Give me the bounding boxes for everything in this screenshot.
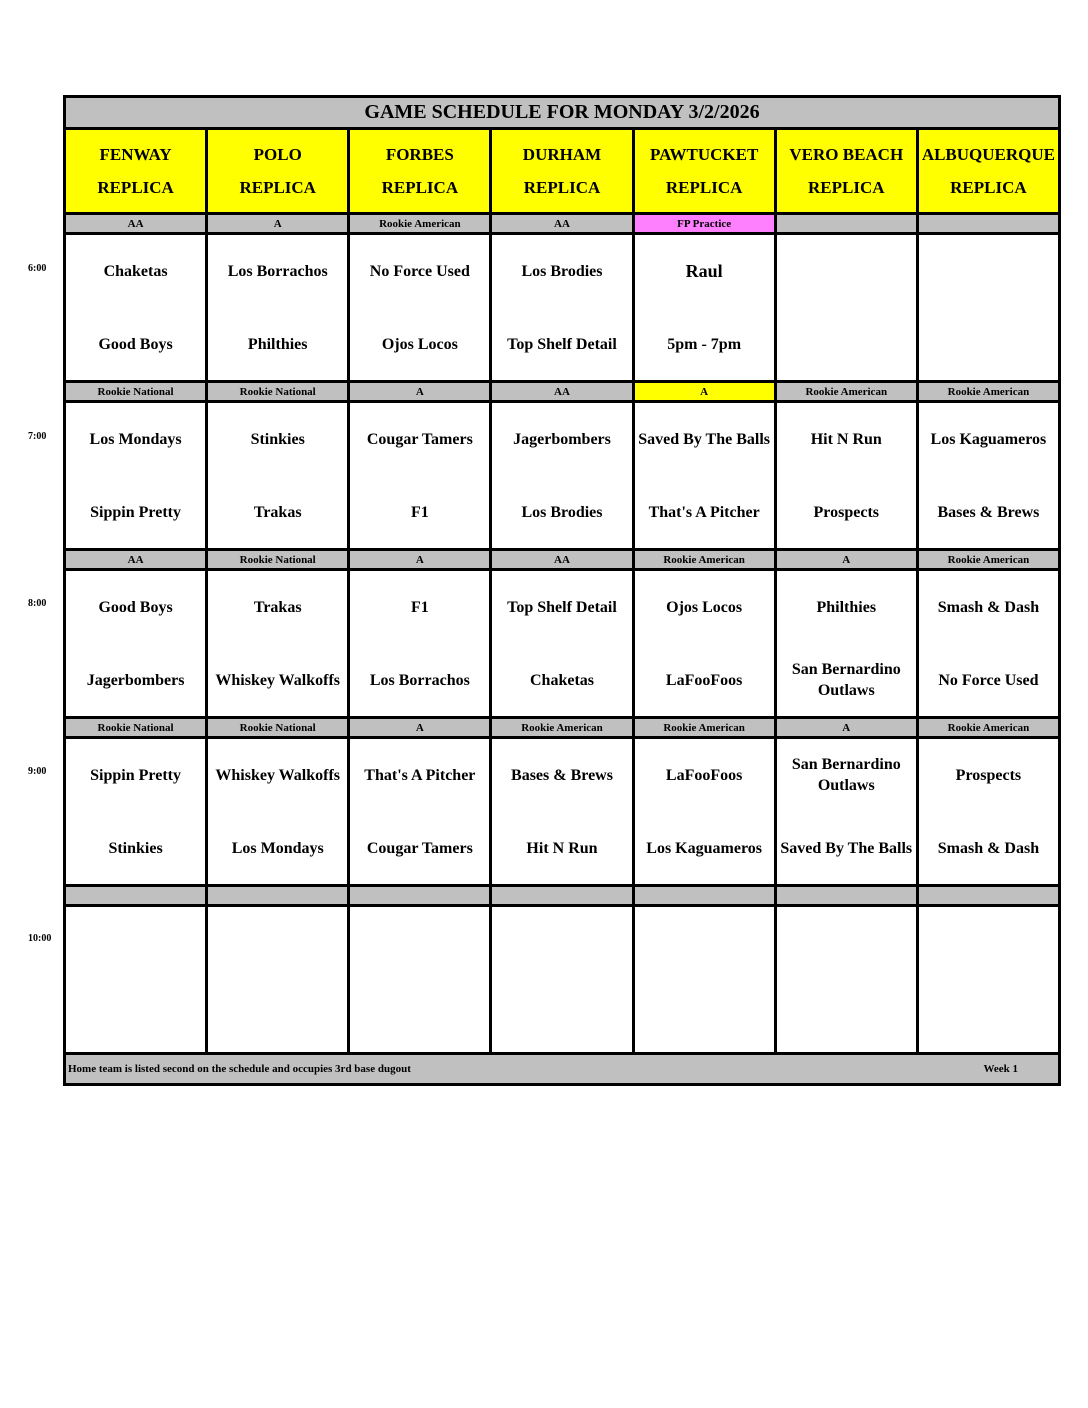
game-cell [350,235,489,380]
game-cell [777,403,916,548]
division-label: Rookie National [208,551,347,568]
game-cell [492,907,631,1052]
home-team: Los Borrachos [369,671,470,689]
home-team: Philthies [247,335,308,353]
field-header [492,130,631,212]
field-column [66,130,205,1052]
away-team: Los Kaguameros [930,430,1047,448]
away-team: That's A Pitcher [364,766,476,784]
game-cell [777,571,916,716]
game-cell [350,403,489,548]
field-header [635,130,774,212]
away-team: Los Brodies [521,262,603,280]
away-team: LaFooFoos [665,766,743,784]
home-team: LaFooFoos [665,671,743,689]
field-column [635,130,774,1052]
division-label: AA [66,551,205,568]
game-cell [208,907,347,1052]
game-cell [350,907,489,1052]
division-label: A [777,551,916,568]
field-subtitle: REPLICA [665,178,743,197]
game-cell [208,739,347,884]
home-team: Ojos Locos [381,335,458,353]
away-team [919,250,1058,292]
home-team: Bases & Brews [937,503,1040,521]
away-team: Cougar Tamers [366,430,473,448]
field-header [919,130,1058,212]
home-team: Whiskey Walkoffs [215,671,341,689]
away-team: Top Shelf Detail [507,598,617,616]
away-team: No Force Used [369,262,470,280]
away-team: Stinkies [250,430,305,448]
division-label: Rookie American [777,383,916,400]
division-label: Rookie American [492,719,631,736]
division-label: AA [492,551,631,568]
game-cell [635,907,774,1052]
game-cell [919,907,1058,1052]
game-cell [492,403,631,548]
time-column [0,0,64,1408]
game-cell [66,403,205,548]
division-label: Rookie American [919,719,1058,736]
home-team [777,323,916,365]
field-column [208,130,347,1052]
division-label: Rookie National [208,719,347,736]
field-column [350,130,489,1052]
division-label: Rookie American [635,719,774,736]
game-cell [350,571,489,716]
game-cell [350,739,489,884]
away-team: San Bernardino Outlaws [791,756,901,794]
game-cell [66,739,205,884]
home-team [919,995,1058,1037]
division-label: Rookie American [919,383,1058,400]
time-label: 7:00 [28,431,47,442]
field-header [66,130,205,212]
away-team [635,922,774,964]
home-team: Prospects [813,503,879,521]
away-team: Los Mondays [89,430,182,448]
home-team: Saved By The Balls [780,839,913,857]
home-team: Top Shelf Detail [507,335,617,353]
page-title: GAME SCHEDULE FOR MONDAY 3/2/2026 [66,98,1058,127]
game-cell [492,739,631,884]
field-name: ALBUQUERQUE [921,145,1055,164]
away-team [350,922,489,964]
game-cell [635,739,774,884]
field-header [777,130,916,212]
away-team: Hit N Run [810,430,882,448]
away-team [919,922,1058,964]
field-subtitle: REPLICA [239,178,316,197]
away-team: Sippin Pretty [90,766,181,784]
schedule-grid [66,130,1058,1052]
home-team: Jagerbombers [86,671,185,689]
schedule-table [63,95,1061,1086]
game-cell [777,235,916,380]
field-name: DURHAM [522,145,602,164]
game-cell [492,571,631,716]
away-team [208,922,347,964]
home-team: Chaketas [529,671,594,689]
field-header [350,130,489,212]
away-team [777,922,916,964]
away-team: Whiskey Walkoffs [215,766,341,784]
home-team: Trakas [253,503,302,521]
field-name: VERO BEACH [789,145,904,164]
game-cell [66,907,205,1052]
division-label: A [350,383,489,400]
away-team [66,922,205,964]
home-team [919,323,1058,365]
game-cell [208,571,347,716]
home-team [492,995,631,1037]
division-label: Rookie American [919,551,1058,568]
home-team [635,995,774,1037]
division-label [350,887,489,904]
home-team: 5pm - 7pm [667,335,742,353]
division-label [919,215,1058,232]
division-label: A [350,719,489,736]
division-label: FP Practice [635,215,774,232]
home-team: That's A Pitcher [648,503,760,521]
home-team: F1 [410,503,429,521]
game-cell [919,403,1058,548]
home-team: Smash & Dash [937,839,1040,857]
away-team: Saved By The Balls [638,430,770,448]
away-team: Los Borrachos [227,262,328,280]
week-label: Week 1 [983,1063,1018,1075]
division-label [777,215,916,232]
field-name: FENWAY [99,145,172,164]
division-label: A [777,719,916,736]
home-team: Stinkies [108,839,163,857]
field-header [208,130,347,212]
away-team: Chaketas [103,262,168,280]
division-label [635,887,774,904]
home-team: Cougar Tamers [366,839,473,857]
field-subtitle: REPLICA [381,178,459,197]
away-team: Philthies [816,598,877,616]
footer-note: Home team is listed second on the schedule and occupies 3rd base dugout [68,1063,411,1075]
division-label: Rookie National [208,383,347,400]
division-label [919,887,1058,904]
home-team [208,995,347,1037]
field-subtitle: REPLICA [97,178,174,197]
footer-bar [66,1055,1058,1083]
field-subtitle: REPLICA [808,178,885,197]
division-label: Rookie National [66,383,205,400]
division-label: A [208,215,347,232]
away-team [492,922,631,964]
game-cell [777,907,916,1052]
away-team: Trakas [253,598,302,616]
field-name: PAWTUCKET [649,145,759,164]
home-team [350,995,489,1037]
away-team: Jagerbombers [513,430,611,448]
division-label: Rookie National [66,719,205,736]
home-team: San Bernardino Outlaws [791,661,901,699]
time-label: 9:00 [28,766,47,777]
field-column [919,130,1058,1052]
game-cell [635,403,774,548]
game-cell [919,571,1058,716]
division-label: AA [492,215,631,232]
away-team: Ojos Locos [666,598,743,616]
division-label: AA [66,215,205,232]
game-cell [635,235,774,380]
field-column [777,130,916,1052]
game-cell [919,739,1058,884]
division-label [777,887,916,904]
away-team: Smash & Dash [937,598,1040,616]
game-cell [66,235,205,380]
game-cell [208,403,347,548]
time-label: 6:00 [28,263,47,274]
game-cell [777,739,916,884]
division-label: A [635,383,774,400]
home-team: Hit N Run [526,839,598,857]
home-team [66,995,205,1037]
home-team [777,995,916,1037]
away-team: Bases & Brews [511,766,613,784]
field-name: FORBES [385,145,454,164]
division-label [492,887,631,904]
away-team: Good Boys [98,598,173,616]
away-team [777,250,916,292]
game-cell [919,235,1058,380]
home-team: Sippin Pretty [90,503,181,521]
home-team: Good Boys [98,335,173,353]
division-label [208,887,347,904]
field-subtitle: REPLICA [523,178,601,197]
home-team: Los Brodies [521,503,603,521]
field-name: POLO [253,145,302,164]
game-cell [66,571,205,716]
time-label: 8:00 [28,598,47,609]
away-team: Prospects [955,766,1022,784]
time-label: 10:00 [28,933,52,944]
division-label: Rookie American [635,551,774,568]
division-label: Rookie American [350,215,489,232]
home-team: Los Kaguameros [646,839,762,857]
field-subtitle: REPLICA [950,178,1027,197]
game-cell [635,571,774,716]
game-cell [208,235,347,380]
game-cell [492,235,631,380]
home-team: Los Mondays [231,839,324,857]
division-label [66,887,205,904]
division-label: AA [492,383,631,400]
field-column [492,130,631,1052]
home-team: No Force Used [938,671,1039,689]
away-team: Raul [685,260,723,281]
division-label: A [350,551,489,568]
away-team: F1 [410,598,429,616]
